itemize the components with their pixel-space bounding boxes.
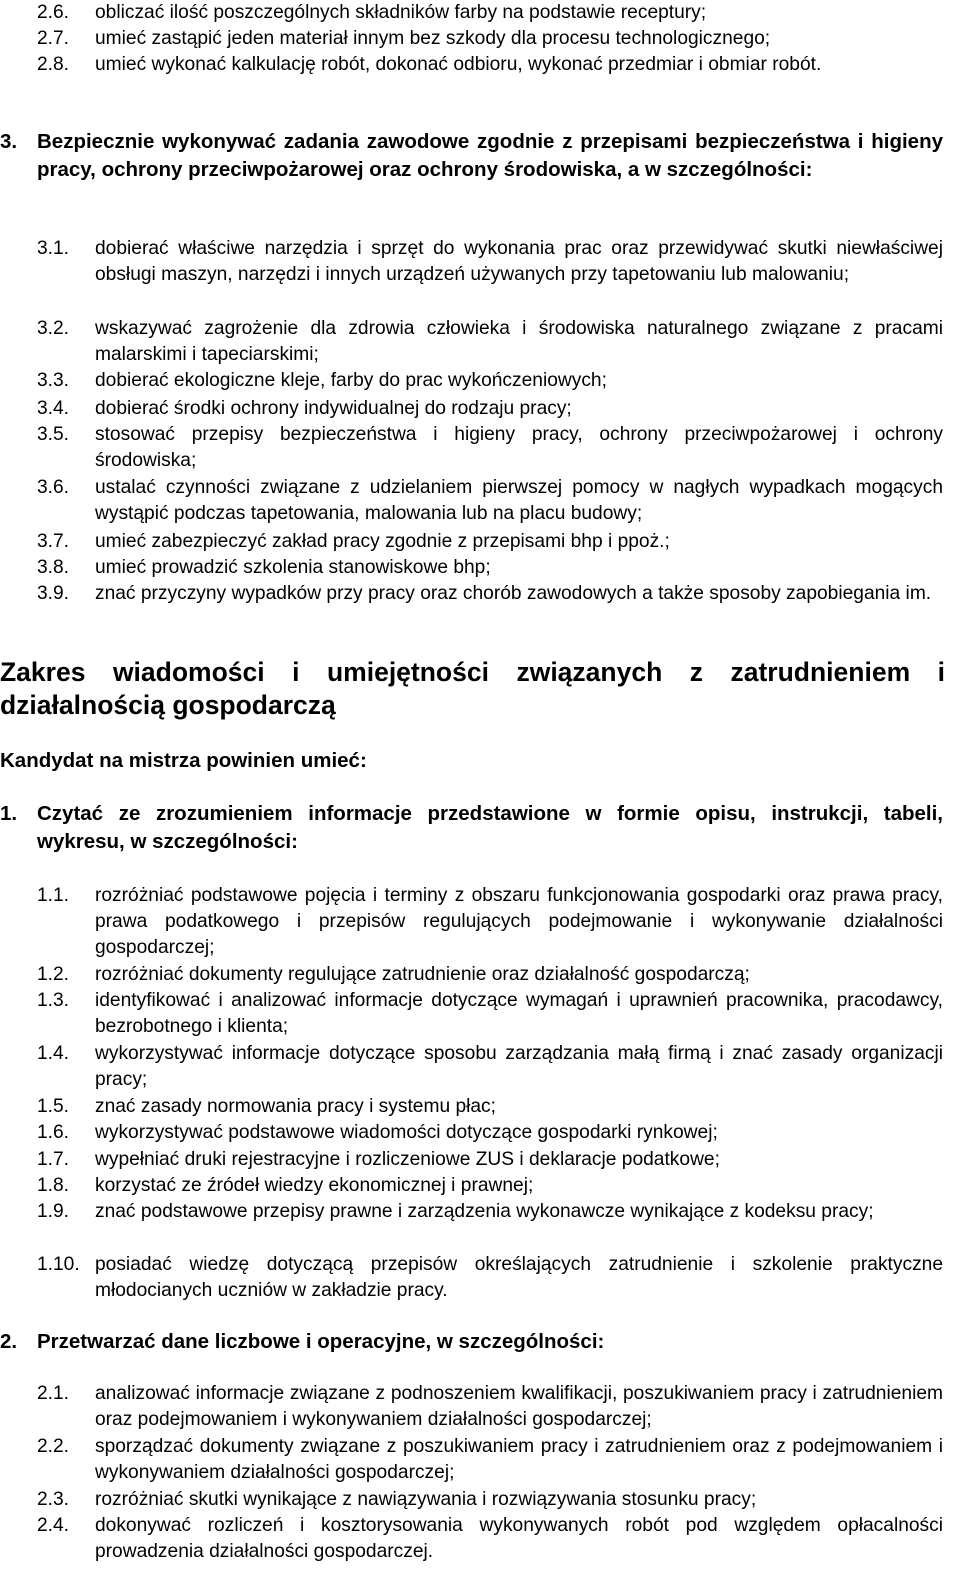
item-text: znać podstawowe przepisy prawne i zarządzenia wykonawcze wynikające z kodeksu pracy; bbox=[95, 1201, 874, 1222]
section-heading-2 bbox=[0, 1328, 943, 1356]
item-number: 3.4. bbox=[37, 398, 70, 419]
item-number: 2.6. bbox=[37, 2, 70, 23]
list-item bbox=[37, 52, 943, 78]
item-text: posiadać wiedzę dotyczącą przepisów określających zatrudnienie i szkolenie praktyczne młodocianych uczniów w zakładzie pracy. bbox=[95, 1254, 943, 1301]
item-number: 3.5. bbox=[37, 424, 70, 445]
list-item bbox=[37, 236, 943, 288]
section-title: Bezpiecznie wykonywać zadania zawodowe zgodnie z przepisami bezpieczeństwa i higieny pracy, ochrony przeciwpożarowej oraz ochrony środowiska, a w szczególności: bbox=[37, 130, 943, 181]
list-item bbox=[37, 1199, 943, 1225]
item-number: 3.1. bbox=[37, 238, 70, 259]
list-item bbox=[37, 1252, 943, 1304]
item-number: 3.2. bbox=[37, 318, 70, 339]
list-item bbox=[37, 0, 943, 26]
list-item bbox=[37, 581, 943, 607]
item-number: 1.5. bbox=[37, 1096, 70, 1117]
item-text: umieć zastąpić jeden materiał innym bez szkody dla procesu technologicznego; bbox=[95, 28, 771, 49]
item-number: 1.8. bbox=[37, 1175, 70, 1196]
item-number: 2.2. bbox=[37, 1436, 70, 1457]
item-text: analizować informacje związane z podnoszeniem kwalifikacji, poszukiwaniem pracy i zatrudnieniem oraz podejmowaniem i wykonywaniem działalności gospodarczej; bbox=[95, 1383, 943, 1430]
list-item bbox=[37, 475, 943, 527]
item-number: 1.3. bbox=[37, 990, 70, 1011]
item-text: sporządzać dokumenty związane z poszukiwaniem pracy i zatrudnieniem oraz z podejmowaniem i wykonywaniem działalności gospodarczej; bbox=[95, 1436, 943, 1483]
section-number: 3. bbox=[0, 130, 18, 153]
item-text: znać zasady normowania pracy i systemu płac; bbox=[95, 1096, 496, 1117]
item-number: 3.6. bbox=[37, 477, 70, 498]
item-number: 1.10. bbox=[37, 1254, 80, 1275]
item-number: 1.6. bbox=[37, 1122, 70, 1143]
item-number: 1.7. bbox=[37, 1149, 70, 1170]
list-item bbox=[37, 883, 943, 961]
item-text: znać przyczyny wypadków przy pracy oraz chorób zawodowych a także sposoby zapobiegania im. bbox=[95, 583, 932, 604]
item-number: 2.8. bbox=[37, 54, 70, 75]
list-item bbox=[37, 988, 943, 1040]
item-number: 2.3. bbox=[37, 1489, 70, 1510]
item-text: dokonywać rozliczeń i kosztorysowania wykonywanych robót pod względem opłacalności prowadzenia działalności gospodarczej. bbox=[95, 1515, 943, 1562]
item-number: 3.9. bbox=[37, 583, 70, 604]
list-item bbox=[37, 529, 943, 555]
item-number: 1.1. bbox=[37, 885, 70, 906]
list-item bbox=[37, 1041, 943, 1093]
list-item bbox=[37, 962, 943, 988]
item-number: 1.4. bbox=[37, 1043, 70, 1064]
item-text: rozróżniać podstawowe pojęcia i terminy z obszaru funkcjonowania gospodarki oraz prawa pracy, prawa podatkowego i przepisów regulujących podejmowanie i wykonywanie działalności gospodarczej; bbox=[95, 885, 943, 958]
list-item bbox=[37, 368, 943, 394]
item-number: 2.1. bbox=[37, 1383, 70, 1404]
section-number: 2. bbox=[0, 1330, 18, 1353]
list-item bbox=[37, 1120, 943, 1146]
item-number: 2.4. bbox=[37, 1515, 70, 1536]
item-text: wskazywać zagrożenie dla zdrowia człowieka i środowiska naturalnego związane z pracami malarskimi i tapeciarskimi; bbox=[95, 318, 943, 365]
list-item bbox=[37, 1094, 943, 1120]
item-number: 3.7. bbox=[37, 531, 70, 552]
item-number: 3.3. bbox=[37, 370, 70, 391]
list-item bbox=[37, 1513, 943, 1565]
item-text: wypełniać druki rejestracyjne i rozliczeniowe ZUS i deklaracje podatkowe; bbox=[95, 1149, 720, 1170]
list-item bbox=[37, 1487, 943, 1513]
item-text: umieć zabezpieczyć zakład pracy zgodnie z przepisami bhp i ppoż.; bbox=[95, 531, 670, 552]
item-text: dobierać właściwe narzędzia i sprzęt do wykonania prac oraz przewidywać skutki niewłaściwej obsługi maszyn, narzędzi i innych urządzeń używanych przy tapetowaniu lub malowaniu; bbox=[95, 238, 943, 285]
item-text: stosować przepisy bezpieczeństwa i higieny pracy, ochrony przeciwpożarowej i ochrony środowiska; bbox=[95, 424, 943, 471]
section-heading-1 bbox=[0, 800, 943, 856]
item-number: 2.7. bbox=[37, 28, 70, 49]
sub-heading: Kandydat na mistrza powinien umieć: bbox=[0, 749, 367, 772]
item-text: wykorzystywać podstawowe wiadomości dotyczące gospodarki rynkowej; bbox=[95, 1122, 718, 1143]
list-item bbox=[37, 1173, 943, 1199]
item-text: obliczać ilość poszczególnych składników farby na podstawie receptury; bbox=[95, 2, 707, 23]
item-text: wykorzystywać informacje dotyczące sposobu zarządzania małą firmą i znać zasady organizacji pracy; bbox=[95, 1043, 943, 1090]
item-text: korzystać ze źródeł wiedzy ekonomicznej i prawnej; bbox=[95, 1175, 534, 1196]
section-title: Przetwarzać dane liczbowe i operacyjne, w szczególności: bbox=[37, 1330, 605, 1353]
item-text: rozróżniać skutki wynikające z nawiązywania i rozwiązywania stosunku pracy; bbox=[95, 1489, 757, 1510]
list-item bbox=[37, 555, 943, 581]
item-text: umieć prowadzić szkolenia stanowiskowe bhp; bbox=[95, 557, 491, 578]
list-item bbox=[37, 1434, 943, 1486]
item-text: dobierać środki ochrony indywidualnej do rodzaju pracy; bbox=[95, 398, 572, 419]
section-title: Czytać ze zrozumieniem informacje przedstawione w formie opisu, instrukcji, tabeli, wykresu, w szczególności: bbox=[37, 802, 943, 853]
item-text: dobierać ekologiczne kleje, farby do prac wykończeniowych; bbox=[95, 370, 607, 391]
list-item bbox=[37, 396, 943, 422]
list-item bbox=[37, 422, 943, 474]
section-number: 1. bbox=[0, 802, 18, 825]
list-item bbox=[37, 316, 943, 368]
list-item bbox=[37, 1381, 943, 1433]
page-heading: Zakres wiadomości i umiejętności związanych z zatrudnieniem i działalnością gospodarczą bbox=[0, 657, 945, 720]
item-number: 1.2. bbox=[37, 964, 70, 985]
list-item bbox=[37, 26, 943, 52]
item-text: ustalać czynności związane z udzielaniem pierwszej pomocy w nagłych wypadkach mogących wystąpić podczas tapetowania, malowania lub na placu budowy; bbox=[95, 477, 943, 524]
item-text: rozróżniać dokumenty regulujące zatrudnienie oraz działalność gospodarczą; bbox=[95, 964, 750, 985]
list-item bbox=[37, 1147, 943, 1173]
item-text: identyfikować i analizować informacje dotyczące wymagań i uprawnień pracownika, pracodawcy, bezrobotnego i klienta; bbox=[95, 990, 943, 1037]
item-text: umieć wykonać kalkulację robót, dokonać odbioru, wykonać przedmiar i obmiar robót. bbox=[95, 54, 822, 75]
item-number: 3.8. bbox=[37, 557, 70, 578]
item-number: 1.9. bbox=[37, 1201, 70, 1222]
section-heading-3 bbox=[0, 128, 943, 184]
